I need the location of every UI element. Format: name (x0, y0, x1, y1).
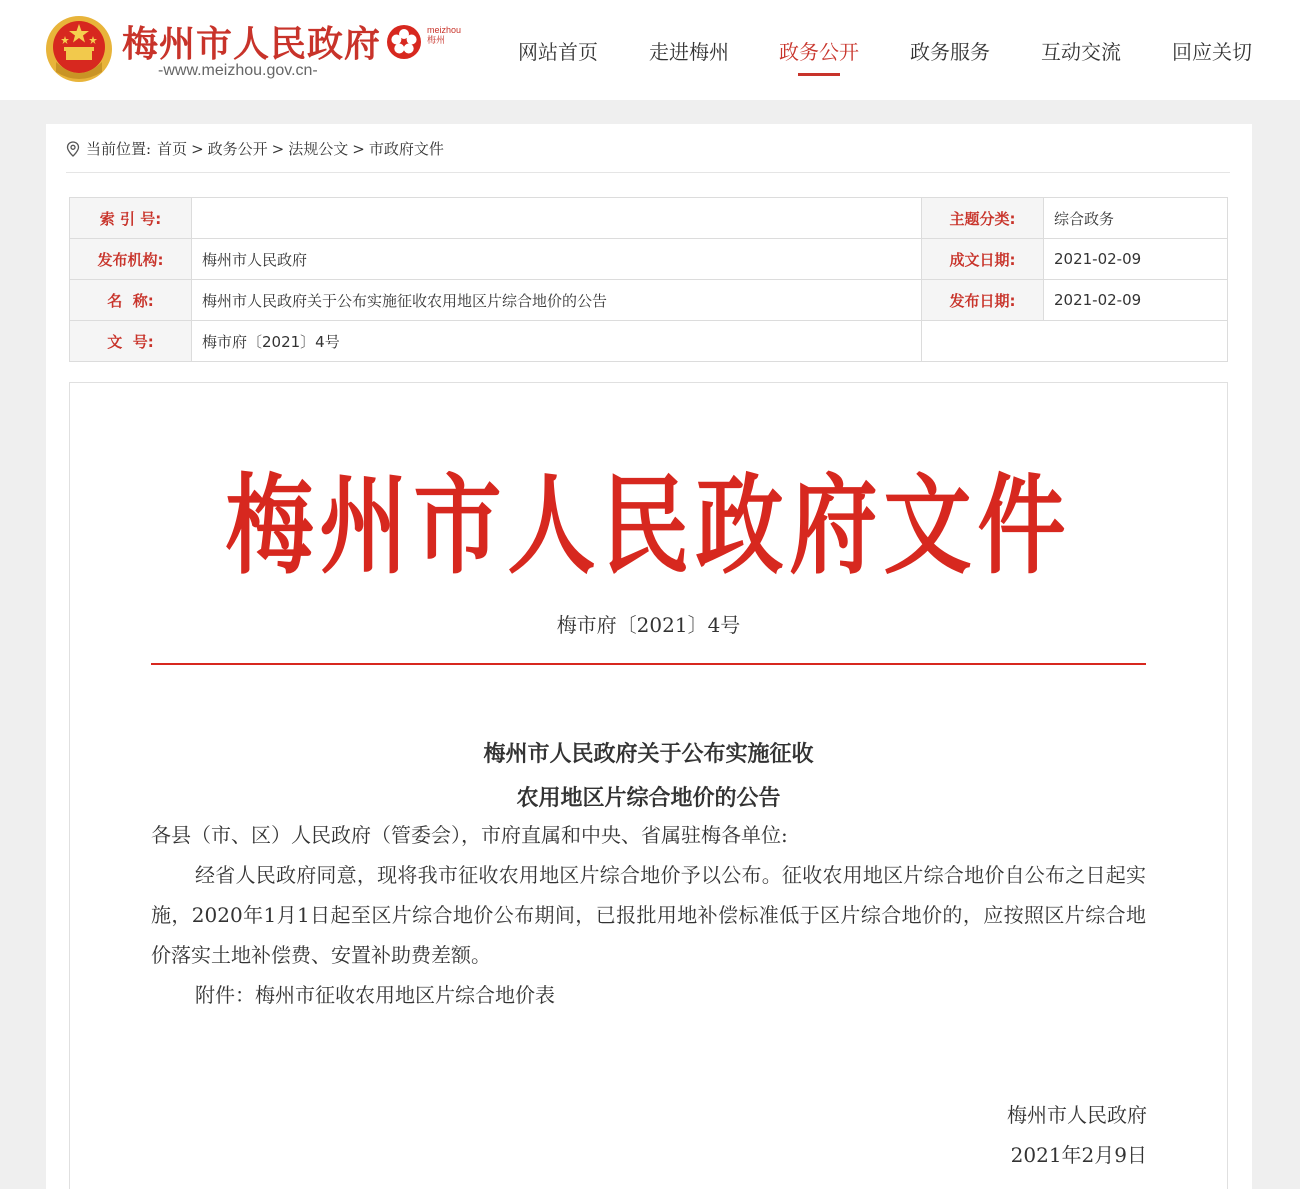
publisher-label: 发布机构: (70, 239, 192, 280)
name-label: 名 称: (70, 280, 192, 321)
body-paragraph: 经省人民政府同意，现将我市征收农用地区片综合地价予以公布。征收农用地区片综合地价自公布之日起实施，2020年1月1日起至区片综合地价公布期间，已报批用地补偿标准低于区片综合地价的，应按照区片综合地价落实土地补偿费、安置补助费差额。 (151, 863, 1146, 967)
nav-item-about-meizhou[interactable]: 走进梅州 (649, 40, 729, 64)
document-title-line2: 农用地区片综合地价的公告 (516, 785, 781, 811)
site-url: -www.meizhou.gov.cn- (158, 62, 318, 79)
breadcrumb-separator: > (191, 139, 204, 158)
signature: 梅州市人民政府 (1007, 1103, 1147, 1127)
document-red-heading: 梅州市人民政府文件 (225, 461, 1072, 589)
empty-cell (922, 321, 1228, 362)
document-title-line1: 梅州市人民政府关于公布实施征收 (483, 741, 814, 767)
created-date-label: 成文日期: (922, 239, 1044, 280)
breadcrumb-separator: > (271, 139, 285, 158)
salutation: 各县（市、区）人民政府（管委会），市府直属和中央、省属驻梅各单位: (151, 823, 788, 847)
table-row (70, 280, 1228, 321)
nav-item-responses[interactable]: 回应关切 (1172, 40, 1252, 64)
nav-item-government-affairs[interactable]: 政务公开 (779, 40, 859, 64)
signature-date: 2021年2月9日 (1010, 1143, 1147, 1167)
breadcrumb-government-affairs[interactable]: 政务公开 (207, 140, 268, 158)
table-row (70, 239, 1228, 280)
document-number: 梅市府〔2021〕4号 (556, 613, 741, 637)
topic-value: 综合政务 (1044, 198, 1228, 239)
published-date-value: 2021-02-09 (1044, 280, 1228, 321)
document-body (69, 382, 1228, 1189)
table-row (70, 198, 1228, 239)
site-header (0, 0, 1300, 100)
breadcrumb-separator: > (352, 139, 365, 158)
nav-item-services[interactable]: 政务服务 (910, 40, 990, 64)
created-date-value: 2021-02-09 (1044, 239, 1228, 280)
topic-label: 主题分类: (922, 198, 1044, 239)
attachment-link[interactable]: 附件：梅州市征收农用地区片综合地价表 (195, 983, 555, 1007)
index-value (192, 198, 922, 239)
nav-active-indicator (798, 73, 840, 76)
nav-item-home[interactable]: 网站首页 (518, 40, 598, 64)
doc-number-label: 文 号: (70, 321, 192, 362)
breadcrumb (66, 138, 444, 159)
breadcrumb-prefix: 当前位置: (86, 140, 152, 158)
nav-item-interaction[interactable]: 互动交流 (1041, 40, 1121, 64)
name-value: 梅州市人民政府关于公布实施征收农用地区片综合地价的公告 (192, 280, 922, 321)
main-nav (0, 36, 1300, 76)
table-row (70, 321, 1228, 362)
content-panel (46, 124, 1252, 1189)
breadcrumb-city-documents[interactable]: 市政府文件 (368, 140, 444, 158)
location-pin-icon (66, 141, 80, 157)
published-date-label: 发布日期: (922, 280, 1044, 321)
index-label: 索 引 号: (70, 198, 192, 239)
site-name[interactable]: 梅州市人民政府 (122, 24, 382, 65)
doc-number-value: 梅市府〔2021〕4号 (192, 321, 922, 362)
document-meta-table (69, 197, 1228, 362)
red-divider (151, 663, 1146, 665)
breadcrumb-home[interactable]: 首页 (157, 140, 188, 158)
city-logo-text: meizhou 梅州 (427, 25, 462, 45)
publisher-value: 梅州市人民政府 (192, 239, 922, 280)
breadcrumb-regulations[interactable]: 法规公文 (288, 140, 349, 158)
breadcrumb-divider (66, 172, 1230, 173)
